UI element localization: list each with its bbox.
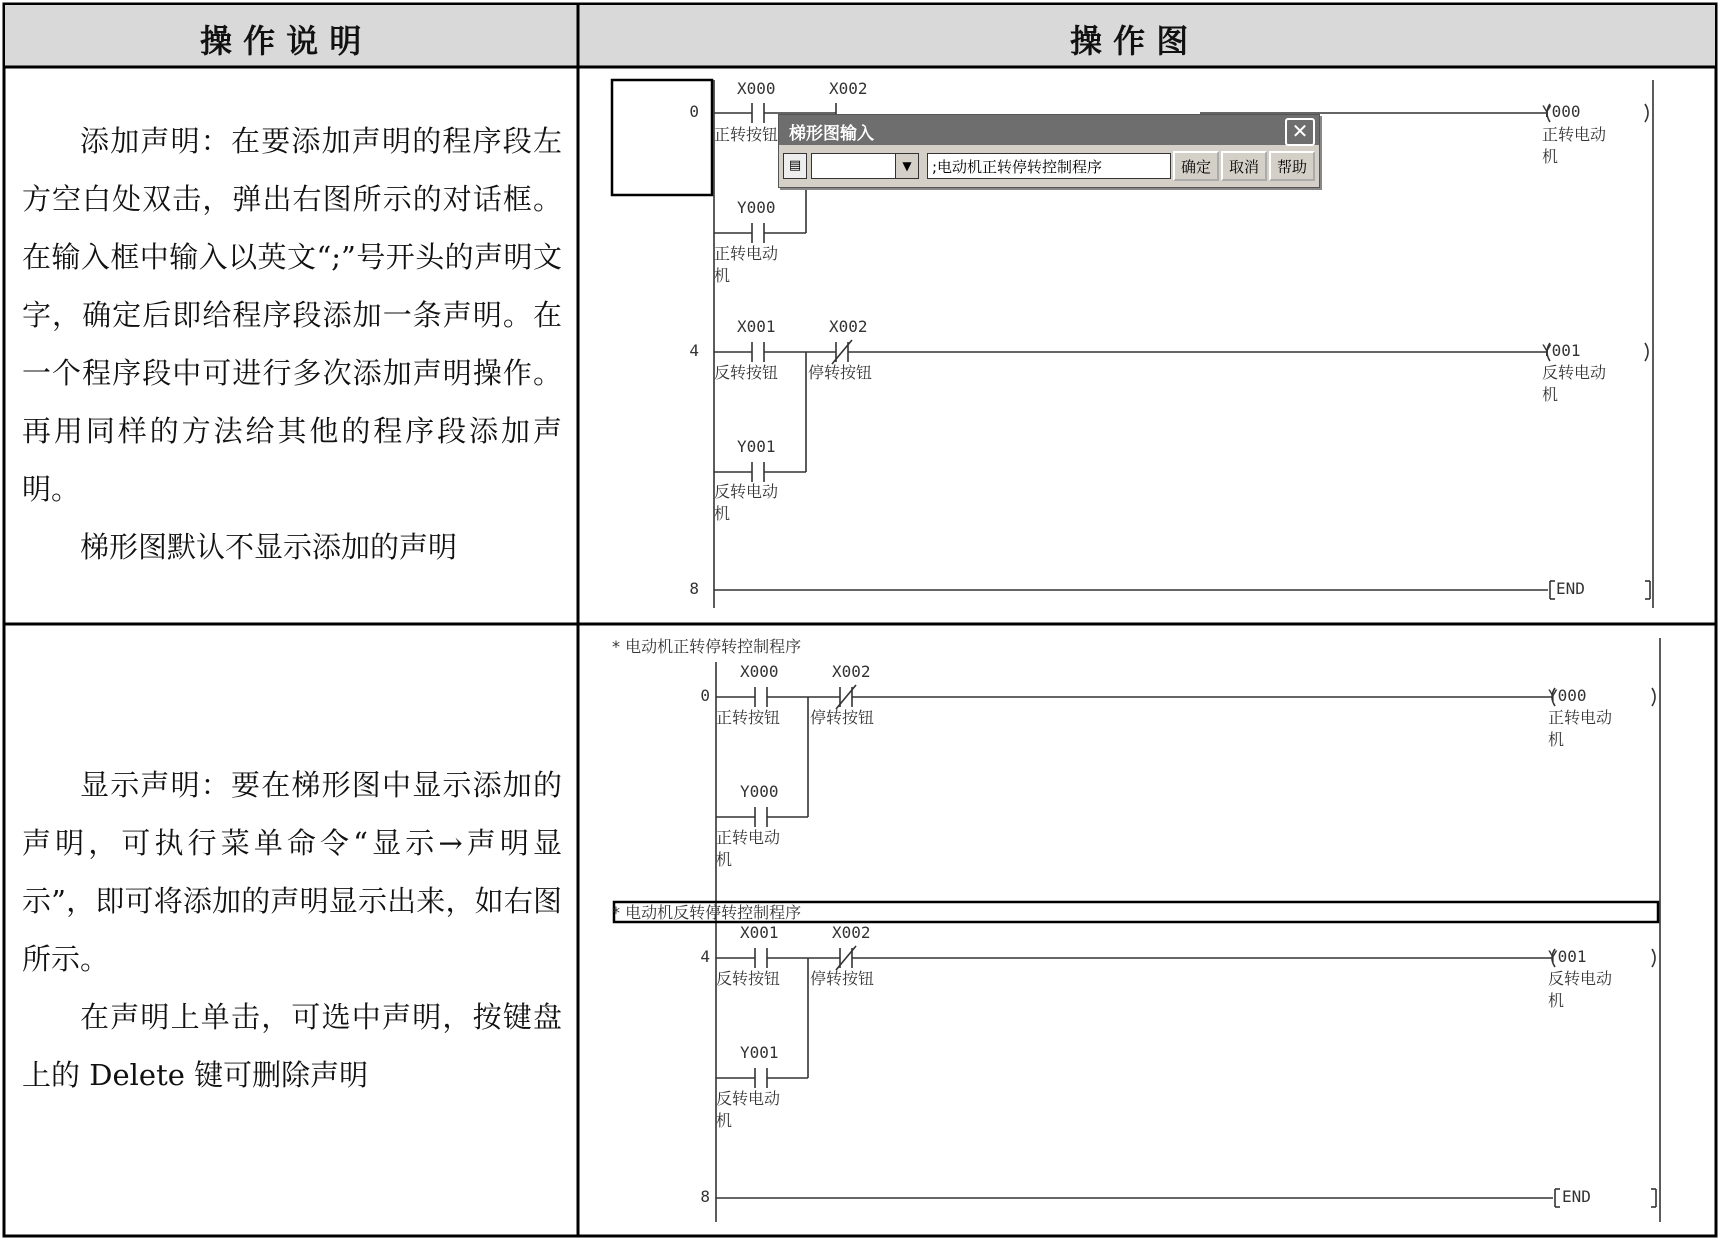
row2-paragraph-1: 显示声明：要在梯形图中显示添加的声明，可执行菜单命令“显示→声明显示”，即可将添加的声明显示出来，如右图所示。 — [22, 768, 562, 976]
header-operation-description: 操 作 说 明 — [200, 22, 362, 60]
coil-y001-comment-1: 反转电动 — [1542, 363, 1607, 382]
coil-y001-label: Y001 — [1542, 341, 1581, 360]
contact-x000-comment: 正转按钮 — [716, 708, 781, 727]
header-operation-figure: 操 作 图 — [1070, 22, 1189, 60]
step-number-4: 4 — [689, 341, 699, 360]
coil-y000-comment-2: 机 — [1542, 147, 1559, 166]
coil-y001-comment-2: 机 — [1542, 385, 1559, 404]
contact-y000-comment-1: 正转电动 — [714, 244, 779, 263]
statement-forward-control[interactable]: * 电动机正转停转控制程序 — [612, 637, 802, 656]
coil-y000-label: Y000 — [1548, 686, 1587, 705]
contact-x001-label: X001 — [737, 317, 776, 336]
contact-x002-label: X002 — [829, 79, 868, 98]
contact-x002b-comment: 停转按钮 — [810, 969, 875, 988]
step-number-8: 8 — [689, 579, 699, 598]
contact-x000-comment: 正转按钮 — [714, 125, 779, 144]
end-instruction: END — [1562, 1187, 1591, 1206]
cancel-button[interactable]: 取消 — [1221, 151, 1267, 181]
contact-x002b-label: X002 — [829, 317, 868, 336]
end-instruction: END — [1556, 579, 1585, 598]
contact-x002-comment: 停转按钮 — [810, 708, 875, 727]
contact-y000-comment-2: 机 — [716, 850, 733, 869]
step-number-4: 4 — [700, 947, 710, 966]
ok-button[interactable]: 确定 — [1173, 151, 1219, 181]
contact-y000-label: Y000 — [737, 198, 776, 217]
coil-y001-label: Y001 — [1548, 947, 1587, 966]
coil-y000-comment-1: 正转电动 — [1542, 125, 1607, 144]
row2-paragraph-2: 在声明上单击，可选中声明，按键盘上的 Delete 键可删除声明 — [22, 1000, 562, 1092]
contact-x001-comment: 反转按钮 — [714, 363, 779, 382]
contact-y001-label: Y001 — [737, 437, 776, 456]
coil-y001-comment-1: 反转电动 — [1548, 969, 1613, 988]
step-number-8: 8 — [700, 1187, 710, 1206]
row1-paragraph-1: 添加声明：在要添加声明的程序段左方空白处双击，弹出右图所示的对话框。在输入框中输入以英文“;”号开头的声明文字，确定后即给程序段添加一条声明。在一个程序段中可进行多次添加声明操作。再用同样的方法给其他的程序段添加声明。 — [22, 124, 562, 506]
contact-y001-label: Y001 — [740, 1043, 779, 1062]
row1-paragraph-2: 梯形图默认不显示添加的声明 — [80, 530, 458, 564]
coil-y001-comment-2: 机 — [1548, 991, 1565, 1010]
instruction-type-icon[interactable]: ▤ — [783, 153, 807, 179]
contact-y001-comment-1: 反转电动 — [716, 1089, 781, 1108]
contact-y001-comment-2: 机 — [716, 1111, 733, 1130]
help-button[interactable]: 帮助 — [1269, 151, 1315, 181]
contact-x002-label: X002 — [832, 662, 871, 681]
contact-y001-comment-2: 机 — [714, 504, 731, 523]
contact-x001-label: X001 — [740, 923, 779, 942]
dialog-title: 梯形图输入 — [789, 124, 874, 144]
close-icon[interactable]: ✕ — [1285, 118, 1315, 146]
statement-input-value: ;电动机正转停转控制程序 — [932, 158, 1103, 176]
contact-y001-comment-1: 反转电动 — [714, 482, 779, 501]
coil-y000-comment-1: 正转电动 — [1548, 708, 1613, 727]
coil-y000-label: Y000 — [1542, 102, 1581, 121]
contact-x000-label: X000 — [737, 79, 776, 98]
chevron-down-icon[interactable]: ▼ — [895, 154, 918, 178]
contact-x002b-label: X002 — [832, 923, 871, 942]
contact-x002b-comment: 停转按钮 — [808, 363, 873, 382]
contact-y000-comment-2: 机 — [714, 266, 731, 285]
contact-x001-comment: 反转按钮 — [716, 969, 781, 988]
contact-y000-label: Y000 — [740, 782, 779, 801]
statement-reverse-control[interactable]: * 电动机反转停转控制程序 — [612, 903, 802, 922]
contact-x000-label: X000 — [740, 662, 779, 681]
step-number-0: 0 — [700, 686, 710, 705]
contact-y000-comment-1: 正转电动 — [716, 828, 781, 847]
step-number-0: 0 — [689, 102, 699, 121]
coil-y000-comment-2: 机 — [1548, 730, 1565, 749]
